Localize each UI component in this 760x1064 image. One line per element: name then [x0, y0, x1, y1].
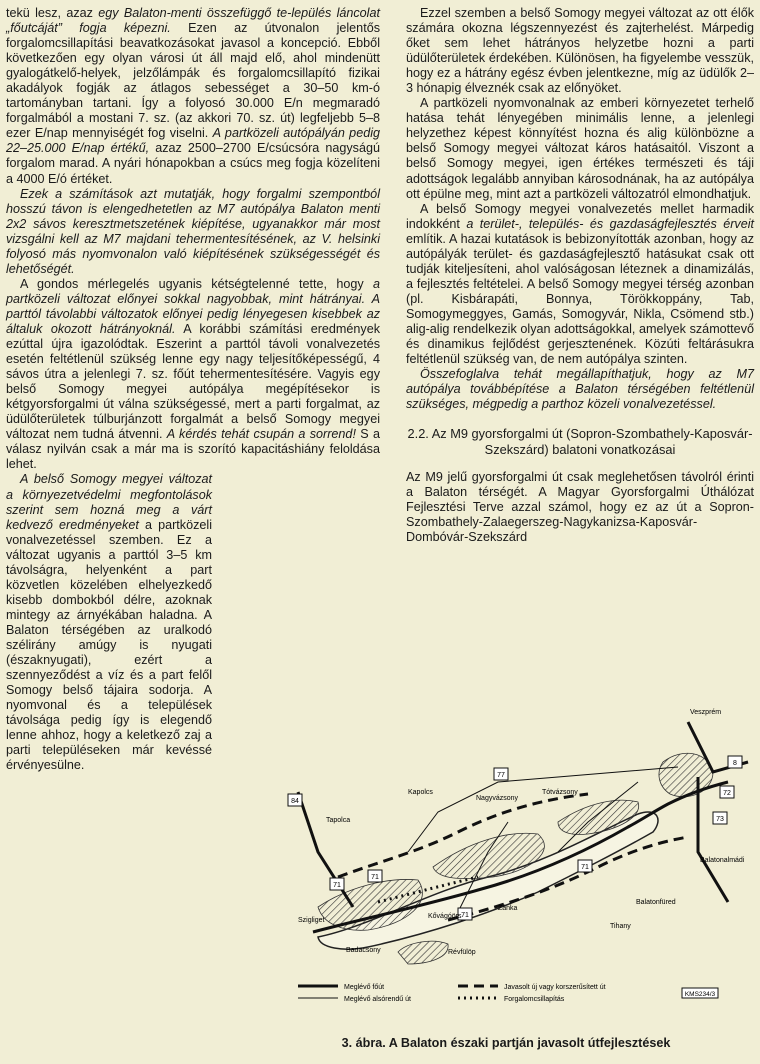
- svg-text:8: 8: [733, 760, 737, 767]
- place-revfulop: Révfülöp: [448, 949, 476, 956]
- paragraph-5: Ezzel szemben a belső Somogy megyei változat az ott élők számára okozna légszennyezést és zajterhelést. Márpedig őket sem lehet hátrányos helyzetbe hozni a parti üdülőterületek érdekében. Különösen, ha figyelembe vesszük, hogy ez a hátrány egész évben jelentkezne, míg az üdülők 2–3 hónapig élveznék csak az előnyöket.: [406, 6, 754, 96]
- svg-text:71: 71: [371, 874, 379, 881]
- road-shield-8: [728, 756, 742, 768]
- road-shield-71-b: [368, 870, 382, 882]
- hatched-area-5: [398, 941, 448, 964]
- road-shield-71-a: [330, 878, 344, 890]
- place-veszprem: Veszprém: [690, 709, 722, 716]
- paragraph-4-wrap: [6, 472, 212, 773]
- paragraph-2: Ezek a számítások azt mutatják, hogy forgalmi szempontból hosszú távon is elengedhetetlen az M7 autópálya Balaton menti 2x2 sávos keresztmetszetének kiépítése, ugyanakkor már most vizsgálni kell az M7 majdani tehermentesítésének, az V. helsinki folyosó más nyomvonalon való kiépítésének szükségességét és lehetőségét.: [6, 186, 380, 276]
- place-badacsony: Badacsony: [346, 947, 381, 954]
- legend-existing-main-road: Meglévő főút: [344, 984, 385, 991]
- road-shield-71-d: [578, 860, 592, 872]
- road-shield-77: [494, 768, 508, 780]
- paragraph-8: Összefoglalva tehát megállapíthatjuk, hogy az M7 autópálya továbbépítése a Balaton térségében feltétlenül szükséges, mégpedig a parthoz közeli vonalvezetéssel.: [406, 367, 754, 412]
- legend-proposed-road: Javasolt új vagy korszerűsített út: [504, 984, 606, 991]
- paragraph-4: A belső Somogy megyei változat a környezetvédelmi megfontolások szerint sem hozná meg a várt kedvező eredményeket a partközeli vonalvezetéssel szemben. Ez a változat ugyanis a parttól 3–5 km távolságra, helyenként a part közvetlen közelében elhelyezkedő kisebb dombokból délre, azoknak mintegy az árnyékában haladna. A Balaton térségében az uralkodó szélirány amúgy is nyugati (északnyugati), ezért a szennyeződést a víz és a part felől Somogy belső tájaira sodorja. A nyomvonal és a települések távolsága pedig így is elegendő lenne ahhoz, hogy a keletkező zaj a parti településeken már kevéssé érvényesülne.: [6, 472, 212, 773]
- svg-text:77: 77: [497, 772, 505, 779]
- svg-text:71: 71: [581, 864, 589, 871]
- road-shield-72: [720, 786, 734, 798]
- place-nagyvazsony: Nagyvázsony: [476, 795, 519, 802]
- figure-code: KMS234/3: [684, 991, 716, 998]
- svg-text:84: 84: [291, 798, 299, 805]
- paragraph-6: A partközeli nyomvonalnak az emberi környezetet terhelő hatása tehát lényegében minimális lenne, a jelenlegi helyzethez képest könnyítést hozna és alig különbözne a belső Somogy megyei változat káros hatásaitól. Viszont a belső Somogy megyei, igen értékes természeti és táji adottságok legalább annyiban károsodnának, ha az autópálya ott épülne meg, mint azt a partközeli változatról elmondhatjuk.: [406, 96, 754, 201]
- map-svg: [258, 702, 754, 1027]
- paragraph-7: A belső Somogy megyei vonalvezetés mellet harmadik indokként a terület-, település- és gazdaságfejlesztés érveit említik. A hazai kutatások is bebizonyították azonban, hogy az autópályák terület- és gazdaságfejlesztő hatásukat csak ott tudják kiteljesíteni, ahol valóságosan léteznek a dinamizálás, a fejlesztés feltételei. A belső Somogy megyei térség azonban (pl. Kisbárapáti, Bonnya, Törökkoppány, Tab, Somogymeggyes, Gamás, Somogyvár, Nikla, Csömend stb.) alig-alig rendelkezik olyan adottságokkal, amelyek számottevő és dinamikus fejlődést gerjesztenének. Közúti feltárásukra feltétlenül szükség van, de nem autópálya szinten.: [406, 201, 754, 367]
- paragraph-3: A gondos mérlegelés ugyanis kétségtelenné tette, hogy a partközeli változat előnyei sokkal nagyobbak, mint hátrányai. A parttól távolabbi változatok előnyei pedig lényegesen kisebbek az általuk okozott hátrányoknál. A korábbi számítási eredmények ezúttal újra igazolódtak. Eszerint a parttól távoli vonalvezetés esetén feltétlenül szükség lenne egy nagy teljesítőképességű, 4 sávos útra a jelenlegi 7. sz. főút tehermentesítésére. Vagyis egy belső Somogy megyei autópálya megépítésekor is kétgyorsforgalmi út válna szükségessé, mert a parti forgalmat, az üdülőterületek túlburjánzott forgalmát a belső Somogy megyei változat nem tudná átvenni. A kérdés tehát csupán a sorrend! S a válasz nyilván csak a már ma is szorító kapacitáshiány feloldása lehet.: [6, 276, 380, 472]
- legend-existing-minor-road: Meglévő alsórendű út: [344, 996, 411, 1003]
- place-tihany: Tihany: [610, 923, 631, 930]
- place-balatonalmadi: Balatonalmádi: [700, 857, 745, 864]
- left-text-column: [6, 6, 380, 773]
- place-kovagoors: Kővágóörs: [428, 913, 462, 920]
- paragraph-1: tekü lesz, azaz egy Balaton-menti összefüggő te-lepülés láncolat „főutcáját” fogja képezni. Ezen az útvonalon jelentős forgalomcsillapítási beavatkozásokat javasol a koncepció. Ebből következően egy olyan városi út áll majd elő, ahol mindenütt gyalogátkelő-helyek, jelzőlámpák és forgalomcsillapító fizikai akadályok fogják az átlagos sebességet a 30–50 km-ó tartományban tartani. Így a folyosó 30.000 E/n megmaradó forgalmából a mostani 7. sz. (az akkori 70. sz. út) legfeljebb 5–8 ezer E/nap mennyiségét fog viselni. A partközeli autópályán pedig 22–25.000 E/nap értékű, azaz 2500–2700 E/csúcsóra nagyságú forgalom marad. A nyári hónapokban a csúcs meg fogja közelíteni a 4000 E/ó értéket.: [6, 6, 381, 186]
- place-kapolcs: Kapolcs: [408, 789, 433, 796]
- svg-text:72: 72: [723, 790, 731, 797]
- svg-text:71: 71: [461, 912, 469, 919]
- place-balatonfured: Balatonfüred: [636, 899, 676, 906]
- balaton-road-map: [258, 702, 754, 1027]
- road-shield-84: [288, 794, 302, 806]
- existing-main-road-north: [298, 792, 353, 907]
- map-legend: [298, 984, 718, 1003]
- section-heading: 2.2. Az M9 gyorsforgalmi út (Sopron-Szombathely-Kaposvár-Szekszárd) balatoni vonatkozásai: [407, 426, 753, 458]
- place-szigliget: Szigliget: [298, 917, 325, 924]
- place-zanka: Zánka: [498, 905, 518, 912]
- place-totvazsony: Tótvázsony: [542, 789, 578, 796]
- paragraph-9: Az M9 jelű gyorsforgalmi út csak meglehetősen távolról érinti a Balaton térségét. A Magyar Gyorsforgalmi Úthálózat Fejlesztési Terve azzal számol, hogy ez az út a Sopron- Szombathely-Zalaegerszeg-Nagykanizsa-Kaposvár-Dombóvár-Szekszárd: [406, 470, 754, 545]
- legend-traffic-calming: Forgalomcsillapítás: [504, 996, 565, 1003]
- svg-text:71: 71: [333, 882, 341, 889]
- figure-caption: 3. ábra. A Balaton északi partján javasolt útfejlesztések: [341, 1036, 671, 1050]
- road-shield-73: [713, 812, 727, 824]
- svg-text:73: 73: [716, 816, 724, 823]
- place-tapolca: Tapolca: [326, 817, 351, 824]
- right-text-column: [406, 6, 754, 546]
